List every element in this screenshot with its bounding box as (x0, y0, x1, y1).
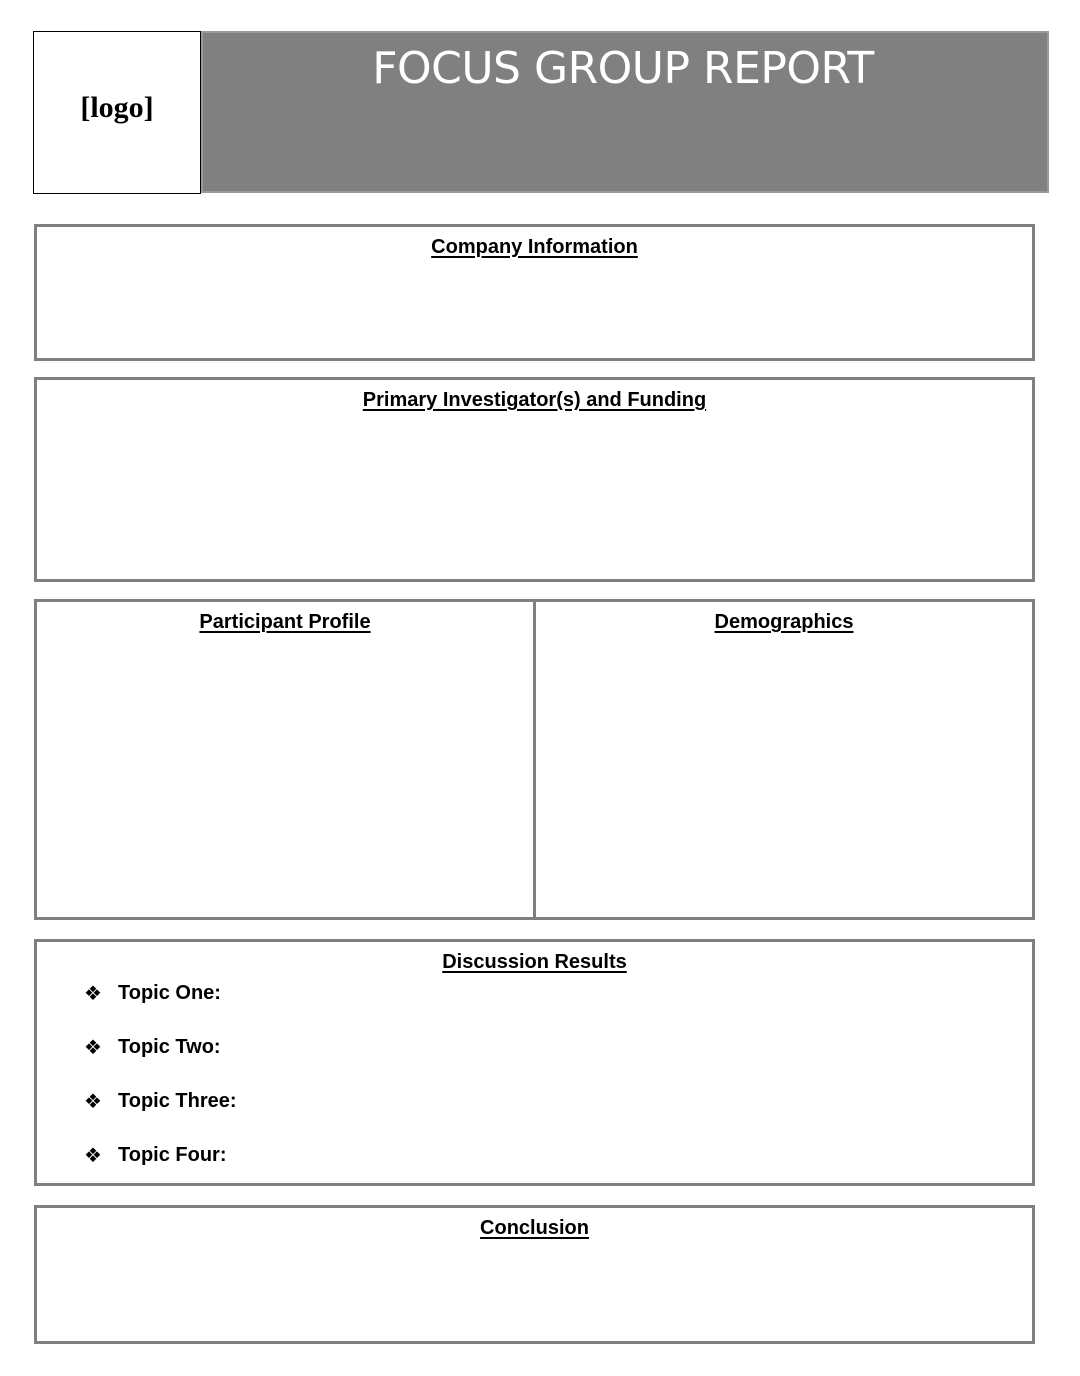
profile-demographics-section (34, 599, 1035, 920)
company-information-section (34, 224, 1035, 361)
topic-label: Topic One: (118, 981, 221, 1004)
demographics-heading: Demographics (714, 611, 854, 633)
topic-label: Topic Three: (118, 1089, 237, 1112)
diamond-bullet-icon: ❖ (84, 981, 102, 1005)
topic-list (84, 978, 237, 1194)
diamond-bullet-icon: ❖ (84, 1143, 102, 1167)
participant-profile-heading: Participant Profile (199, 611, 371, 633)
demographics-column (533, 602, 1032, 917)
discussion-results-heading: Discussion Results (442, 951, 627, 973)
topic-item (84, 1140, 237, 1170)
diamond-bullet-icon: ❖ (84, 1089, 102, 1113)
company-information-heading: Company Information (431, 236, 638, 258)
diamond-bullet-icon: ❖ (84, 1035, 102, 1059)
topic-item (84, 978, 237, 1008)
discussion-results-section (34, 939, 1035, 1186)
logo-placeholder-text: [logo] (80, 90, 154, 124)
participant-profile-column (37, 602, 533, 917)
report-title: FOCUS GROUP REPORT (372, 43, 874, 94)
topic-label: Topic Four: (118, 1143, 227, 1166)
topic-label: Topic Two: (118, 1035, 221, 1058)
conclusion-section (34, 1205, 1035, 1344)
title-banner (201, 31, 1049, 193)
logo-placeholder-box (33, 31, 201, 194)
primary-investigators-heading: Primary Investigator(s) and Funding (362, 389, 707, 411)
conclusion-heading: Conclusion (480, 1217, 589, 1239)
primary-investigators-section (34, 377, 1035, 582)
topic-item (84, 1086, 237, 1116)
topic-item (84, 1032, 237, 1062)
profile-demographics-split (37, 602, 1032, 917)
